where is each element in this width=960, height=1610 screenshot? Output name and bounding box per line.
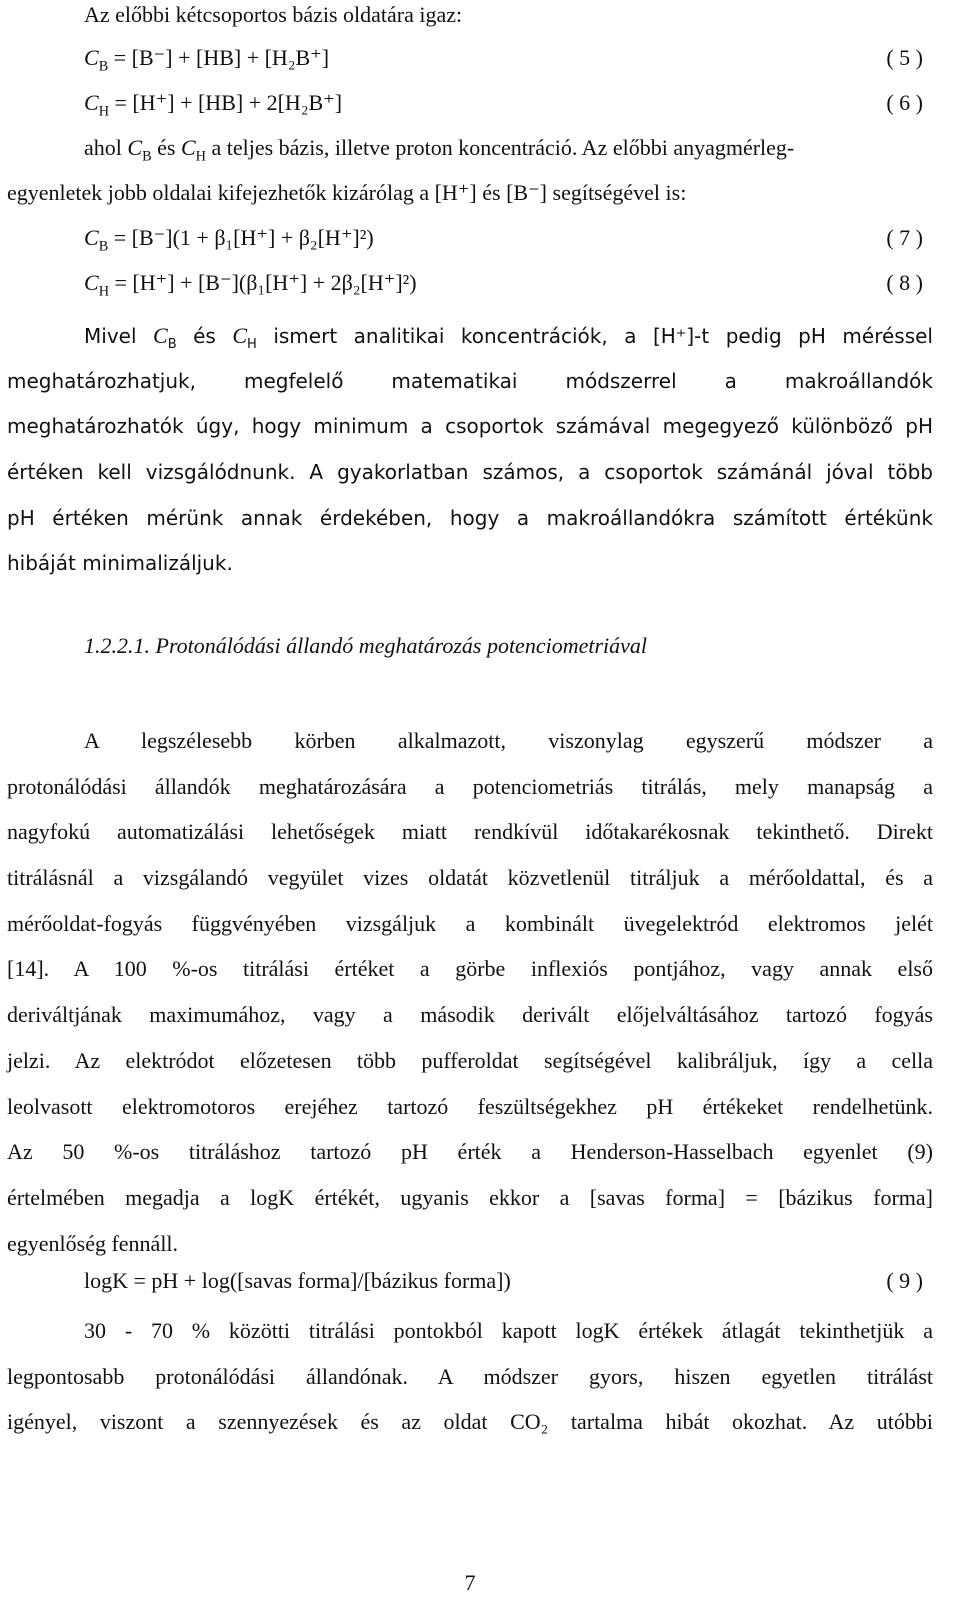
paragraph-3 [7, 1308, 933, 1445]
text-run: és [176, 324, 233, 348]
paragraph-2-line: Az 50 %-os titráláshoz tartozó pH érték a Henderson-Hasselbach egyenlet (9) [7, 1139, 933, 1165]
paragraph-2-line: nagyfokú automatizálási lehetőségek miatt rendkívül időtakarékosnak tekinthető. Direkt [7, 819, 933, 845]
equation-7-number: ( 7 ) [886, 225, 923, 250]
var-sub: H [247, 337, 257, 352]
eq8-lhs: C [84, 270, 99, 295]
var-c: C [180, 135, 196, 160]
var-sub: H [195, 148, 206, 165]
equation-5 [84, 43, 329, 73]
text-run: és [151, 135, 181, 160]
equation-6 [84, 88, 342, 118]
paragraph-2 [7, 718, 933, 1266]
var-c: C [153, 323, 168, 348]
eq7-lhs-sub: B [98, 238, 109, 255]
equation-6-number: ( 6 ) [886, 90, 923, 115]
paragraph-1-line: hibáját minimalizáljuk. [7, 551, 233, 576]
eq7-rhs: = [B⁻](1 + β₁[H⁺] + β₂[H⁺]²) [108, 225, 374, 250]
eq8-rhs: = [H⁺] + [B⁻](β₁[H⁺] + 2β₂[H⁺]²) [109, 270, 417, 295]
equation-9: logK = pH + log([savas forma]/[bázikus forma]) [84, 1268, 511, 1293]
var-sub: B [167, 337, 177, 352]
paragraph-1-line: értéken kell vizsgálódnunk. A gyakorlatban számos, a csoportok számánál jóval több [7, 460, 933, 485]
equation-8 [84, 268, 417, 298]
paragraph-2-line: egyenlőség fennáll. [7, 1230, 179, 1256]
paragraph-1-line [7, 313, 933, 359]
equation-5-number: ( 5 ) [886, 45, 923, 70]
paragraph-1-line: meghatározhatjuk, megfelelő matematikai módszerrel a makroállandók [7, 368, 933, 393]
eq6-lhs: C [84, 90, 99, 115]
ahol-line [84, 133, 794, 163]
section-heading: 1.2.2.1. Protonálódási állandó meghatározás potenciometriával [84, 633, 648, 658]
equation-7 [84, 223, 374, 253]
eq5-lhs-sub: B [98, 58, 109, 75]
paragraph-1 [7, 313, 933, 587]
eq6-lhs-sub: H [98, 103, 110, 120]
paragraph-2-line: mérőoldat-fogyás függvényében vizsgáljuk a kombinált üvegelektród elektromos jelét [7, 910, 933, 936]
paragraph-2-line: A legszélesebb körben alkalmazott, viszonylag egyszerű módszer a [84, 728, 933, 753]
paragraph-2-line: protonálódási állandók meghatározására a potenciometriás titrálás, mely manapság a [7, 773, 933, 799]
var-c: C [232, 323, 248, 348]
text-run: a teljes bázis, illetve proton koncentráció. Az előbbi anyagmérleg- [205, 135, 795, 160]
equation-9-number: ( 9 ) [886, 1268, 923, 1293]
eq5-rhs: = [B⁻] + [HB] + [H₂B⁺] [108, 45, 330, 70]
eq6-rhs: = [H⁺] + [HB] + 2[H₂B⁺] [109, 90, 343, 115]
paragraph-3-line: igényel, viszont a szennyezések és az oldat CO₂ tartalma hibát okozhat. Az utóbbi [7, 1409, 933, 1435]
paragraph-2-line: [14]. A 100 %-os titrálási értéket a görbe inflexiós pontjához, vagy annak első [7, 956, 933, 982]
var-c: C [127, 135, 143, 160]
text-run: ismert analitikai koncentrációk, a [H⁺]-t pedig pH méréssel [256, 324, 933, 348]
paragraph-2-line: deriváltjának maximumához, vagy a második derivált előjelváltásához tartozó fogyás [7, 1002, 933, 1028]
var-sub: B [142, 148, 152, 165]
paragraph-2-line: értelmében megadja a logK értékét, ugyanis ekkor a [savas forma] = [bázikus forma] [7, 1184, 933, 1210]
page-number: 7 [464, 1570, 476, 1595]
paragraph-1-line: meghatározhatók úgy, hogy minimum a csoportok számával megegyező különböző pH [7, 414, 933, 439]
paragraph-2-line: leolvasott elektromotoros erejéhez tartozó feszültségekhez pH értékeket rendelhetünk. [7, 1093, 933, 1119]
intro-line: Az előbbi kétcsoportos bázis oldatára igaz: [84, 2, 463, 27]
text-run: Mivel [84, 324, 154, 348]
eq8-lhs-sub: H [98, 283, 110, 300]
paragraph-1-line: pH értéken mérünk annak érdekében, hogy a makroállandókra számított értékünk [7, 505, 933, 530]
equation-8-number: ( 8 ) [886, 270, 923, 295]
paragraph-2-line: jelzi. Az elektródot előzetesen több pufferoldat segítségével kalibráljuk, így a cella [7, 1047, 933, 1073]
paragraph-2-line: titrálásnál a vizsgálandó vegyület vizes oldatát közvetlenül titráljuk a mérőoldattal, és a [7, 865, 933, 891]
eq7-lhs: C [84, 225, 99, 250]
egyenletek-line: egyenletek jobb oldalai kifejezhetők kizárólag a [H⁺] és [B⁻] segítségével is: [7, 180, 687, 205]
eq5-lhs: C [84, 45, 99, 70]
paragraph-3-line: 30 - 70 % közötti titrálási pontokból kapott logK értékek átlagát tekinthetjük a [84, 1318, 933, 1343]
text-run: ahol [84, 135, 128, 160]
paragraph-3-line: legpontosabb protonálódási állandónak. A módszer gyors, hiszen egyetlen titrálást [7, 1363, 933, 1389]
